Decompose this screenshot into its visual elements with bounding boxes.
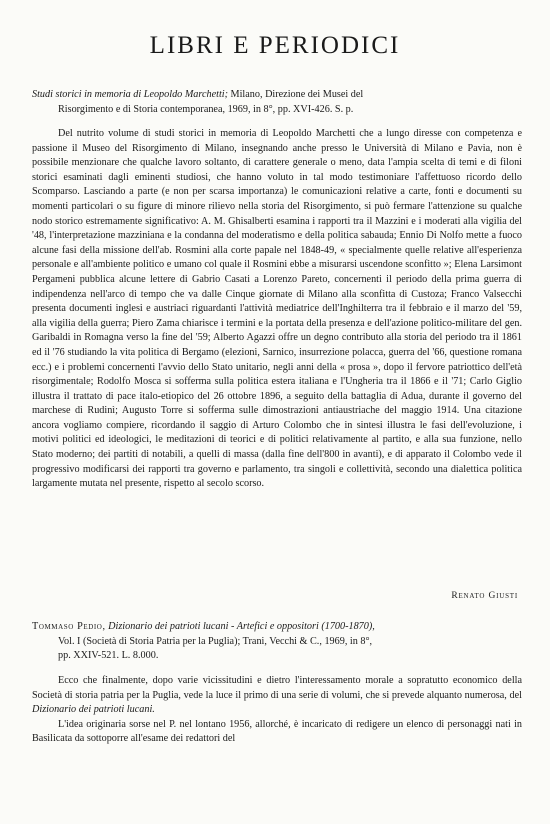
review2-paragraph-1-text: Ecco che finalmente, dopo varie vicissitudini e dietro l'interessamento morale a sopratutto economico della Società di storia patria per la Puglia, vede la luce il primo di una serie di volumi, che si prevede alquanto numerosa, del <box>32 675 522 701</box>
review2-citation-details: pp. XXIV-521. L. 8.000. <box>58 650 159 662</box>
review1-paragraph: Del nutrito volume di studi storici in memoria di Leopoldo Marchetti che a lungo diresse con competenza e passione il Museo del Risorgimento di Milano, insegnando anche presso le Università di Milano e Pavia, non è possibile menzionare che qualche lavoro soltanto, di carattere generale o meno, data l'ampia scelta di temi e di filoni storici esaminati dagli eminenti studiosi, che hanno voluto in tal modo testimoniare l'affettuoso ricordo dello Scomparso. Lasciando a parte (e non per scarsa importanza) le comunicazioni relative a carte, fonti e documenti su momenti particolari o su figure di minore rilievo nella storia del Risorgimento, si può fermare l'attenzione su qualche nodo storico estremamente significativo: A. M. Ghisalberti esamina i rapporti tra il Mazzini e i moderati alla vigilia del '48, l'interpretazione mazziniana e la condanna del moderatismo e della politica sabauda; Ennio Di Nolfo mette a fuoco alcune fasi della missione dell'ab. Rosmini alla corte papale nel 1848-49, « specialmente quelle relative all'esperienza personale e all'ambiente politico e umano col quale il Rosmini ebbe a misurarsi uscendone sconfitto »; Elena Larsimont Pergameni pubblica alcune lettere di Gabrio Casati a Lorenzo Pareto, concernenti il periodo della prima guerra di indipendenza nell'arco di tempo che va dalle Cinque giornate di Milano alla sconfitta di Custoza; Franco Valsecchi presenta documenti inglesi e austriaci riguardanti l'attività mediatrice dell'Inghilterra tra il febbraio e il marzo del '59, alla vigilia della guerra; Piero Zama chiarisce i termini e la portata della presenza e dell'azione politico-militare del gen. Garibaldi in Romagna verso la fine del '59; Alberto Agazzi offre un degno contributo alla storia del periodo tra il 1861 ed il '76 studiando la vita politica di Bergamo (elezioni, Sarnico, insurrezione polacca, guerra del '66, questione romana ecc.) e i problemi concernenti l'avvio dello Stato unitario, negli anni della « prosa », dopo il fervore patriottico dell'età risorgimentale; Rodolfo Mosca si sofferma sulla politica estera italiana e l'Ungheria tra il 1866 e il '71; Carlo Giglio illustra il trattato di pace italo-etiopico del 26 ottobre 1896, a seguito della battaglia di Adua, durante il governo del marchese di Rudinì; Augusto Torre si sofferma sulle dimostrazioni antiaustriache del maggio 1914. Una citazione ancora vogliamo compiere, ricordando il saggio di Arturo Colombo che in sintesi illustra le fasi dell'evoluzione, i motivi politici ed ideologici, le meditazioni di teorici e di politici relativamente al partito, e alla sua funzione, nello Stato moderno; dei partiti di notabili, a quelli di massa (dalla fine dell'800 in avanti), e di apparato il Colombo vede il progressivo modificarsi dei rapporti tra governo e parlamento, tra singoli e collettività, secondo una dialettica politica largamente mutata nel presente, rispetto al secolo scorso. <box>32 128 522 490</box>
review2-body <box>32 674 522 747</box>
review1-citation <box>32 88 522 117</box>
review2-citation <box>32 620 522 664</box>
review2-paragraph-1 <box>32 674 522 718</box>
review1-citation-title: Studi storici in memoria di Leopoldo Marchetti; <box>32 89 228 100</box>
review2-dictionary-title: Dizionario dei patrioti lucani. <box>32 704 155 716</box>
review2-citation-title: Dizionario dei patrioti lucani - Artefici e oppositori (1700-1870), <box>105 621 375 632</box>
review2-author: Tommaso Pedio, <box>32 621 106 632</box>
review1-body <box>32 127 522 492</box>
review1-citation-publisher: Milano, Direzione dei Musei del <box>228 89 364 100</box>
review1-signature: Renato Giusti <box>451 591 518 601</box>
review1-citation-details: Risorgimento e di Storia contemporanea, 1969, in 8°, pp. XVI-426. S. p. <box>58 103 354 115</box>
review2-citation-publisher: Vol. I (Società di Storia Patria per la Puglia); Trani, Vecchi & C., 1969, in 8°, <box>58 635 373 647</box>
review2-paragraph-2: L'idea originaria sorse nel P. nel lontano 1956, allorché, è incaricato di redigere un elenco di personaggi nati in Basilicata da sottoporre all'esame dei redattori del <box>32 718 522 745</box>
page-title: LIBRI E PERIODICI <box>149 32 401 59</box>
